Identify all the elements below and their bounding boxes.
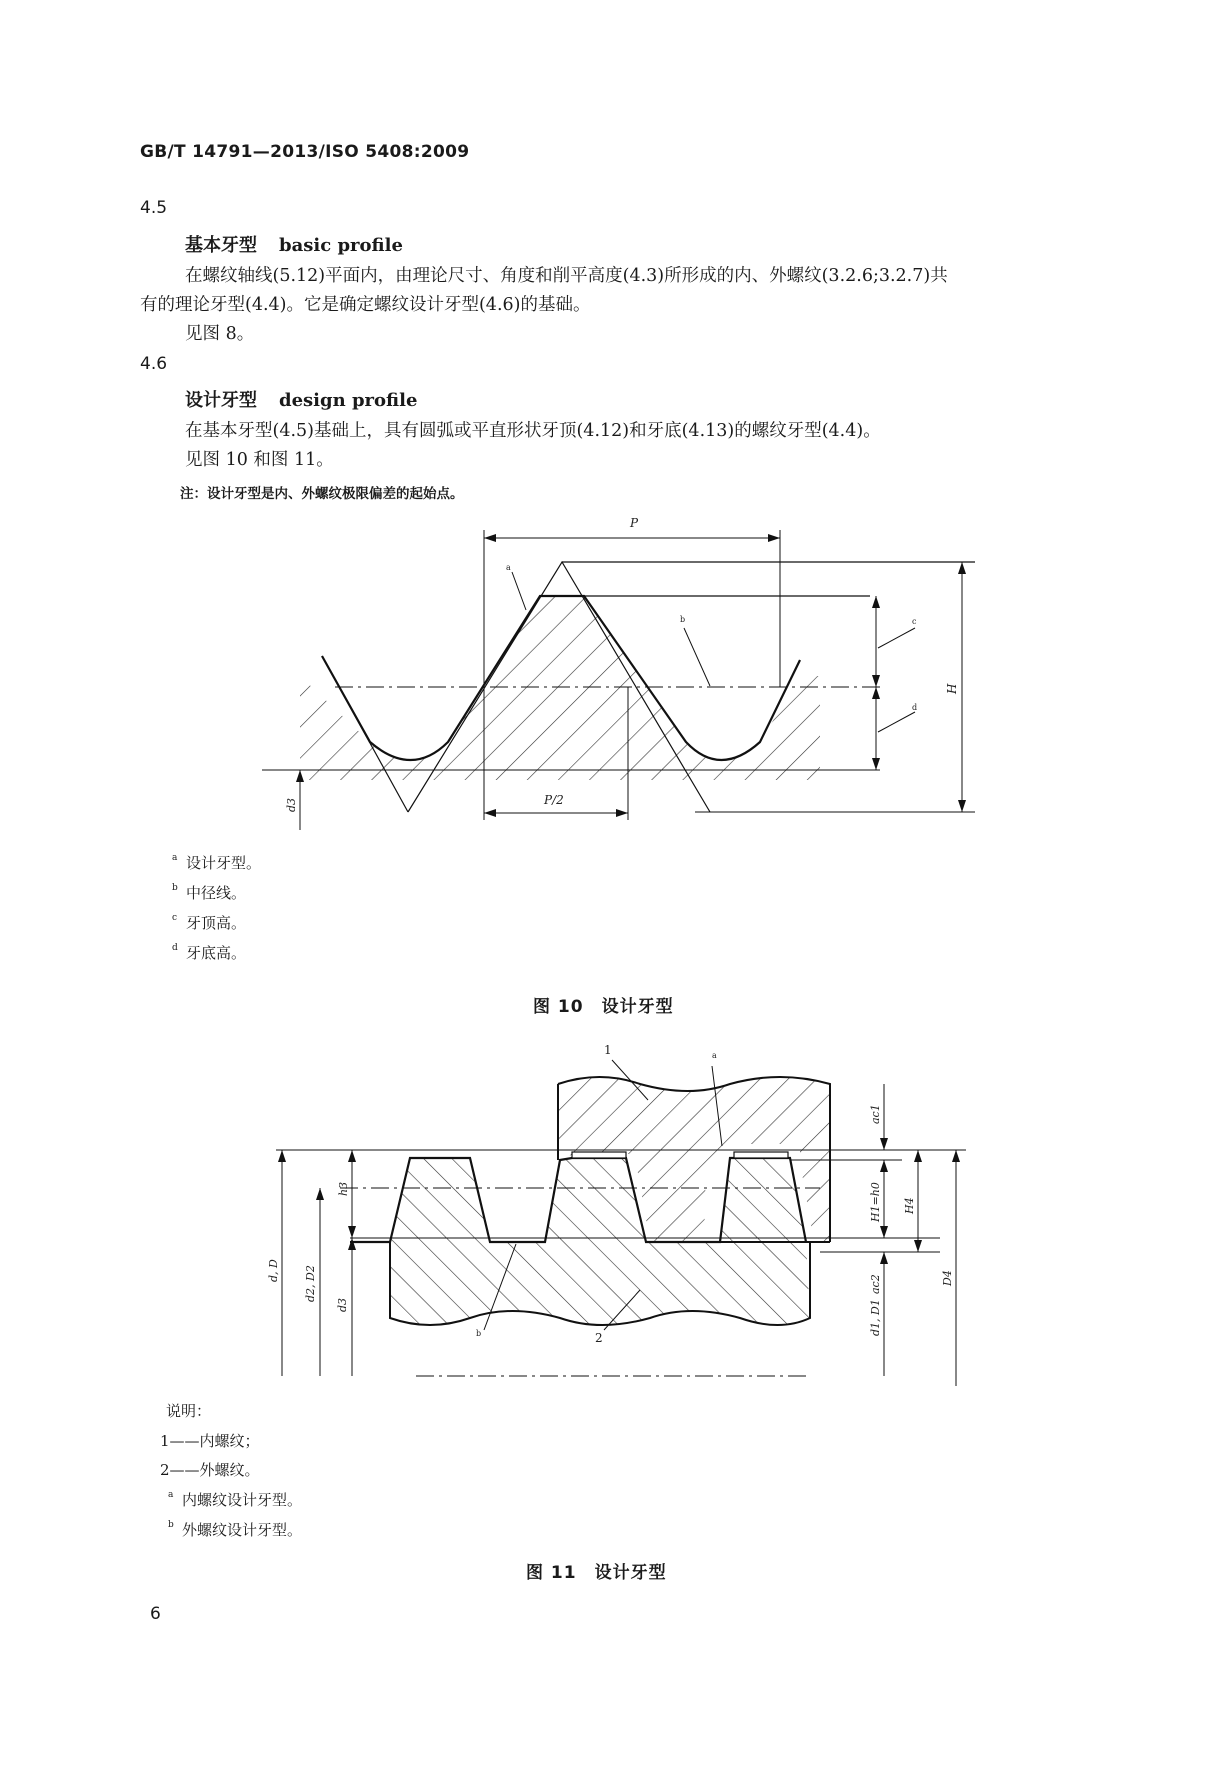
fig10-legend-b: b 中径线。	[172, 883, 247, 902]
definition-4-6: 在基本牙型(4.5)基础上，具有圆弧或平直形状牙顶(4.12)和牙底(4.13)的螺纹牙型(4.4)。	[185, 421, 881, 441]
label-h3: h3	[337, 1181, 350, 1196]
fig11-legend-2: 2——外螺纹。	[160, 1461, 260, 1479]
page-number: 6	[150, 1604, 161, 1624]
label-ac2: ac2	[869, 1274, 882, 1294]
definition-4-5-line1: 在螺纹轴线(5.12)平面内，由理论尺寸、角度和削平高度(4.3)所形成的内、外螺纹(3.2.6;3.2.7)共	[185, 266, 948, 286]
fig10-legend-c: c 牙顶高。	[172, 913, 247, 932]
label-d1-D1: d1, D1	[869, 1299, 882, 1336]
label-num-2: 2	[595, 1331, 603, 1345]
fig10-legend-d: d 牙底高。	[172, 943, 247, 962]
fig11-legend-a: a 内螺纹设计牙型。	[168, 1490, 303, 1509]
label-H4: H4	[903, 1197, 916, 1214]
label-num-1: 1	[604, 1043, 612, 1057]
section-number-4-5: 4.5	[140, 198, 168, 218]
figure-11-geometry	[276, 1060, 966, 1386]
label-c: c	[912, 617, 917, 626]
figure-11-caption: 图 11 设计牙型	[526, 1563, 667, 1583]
label-ac1: ac1	[869, 1104, 882, 1124]
note-design-profile: 注：设计牙型是内、外螺纹极限偏差的起始点。	[180, 486, 464, 502]
term-en: design profile	[279, 390, 418, 411]
label-D4: D4	[941, 1270, 954, 1286]
label-H1-h0: H1=h0	[869, 1182, 882, 1222]
label-a: a	[712, 1051, 717, 1060]
label-b: b	[680, 615, 686, 624]
label-d3: d3	[336, 1297, 349, 1312]
standard-code-header: GB/T 14791—2013/ISO 5408:2009	[140, 142, 470, 162]
see-figure-8: 见图 8。	[185, 324, 255, 344]
label-H: H	[945, 683, 959, 694]
label-a: a	[506, 563, 511, 572]
fig11-legend-title: 说明：	[166, 1402, 212, 1420]
section-number-4-6: 4.6	[140, 354, 168, 374]
definition-4-5-line2: 有的理论牙型(4.4)。它是确定螺纹设计牙型(4.6)的基础。	[140, 295, 591, 315]
see-figures-10-11: 见图 10 和图 11。	[185, 450, 334, 470]
label-d2-D2: d2, D2	[304, 1265, 317, 1302]
label-d: d	[912, 703, 918, 712]
figure-10-caption: 图 10 设计牙型	[533, 997, 674, 1017]
label-b: b	[476, 1329, 482, 1338]
fig11-legend-b: b 外螺纹设计牙型。	[168, 1520, 303, 1539]
fig10-legend-a: a 设计牙型。	[172, 853, 262, 872]
label-d-D: d, D	[267, 1259, 280, 1282]
term-en: basic profile	[279, 235, 403, 256]
term-zh: 基本牙型	[185, 235, 257, 256]
term-zh: 设计牙型	[185, 390, 257, 411]
label-P-half: P/2	[544, 793, 564, 807]
label-d3: d3	[285, 797, 298, 812]
label-P: P	[630, 516, 639, 530]
fig11-legend-1: 1——内螺纹；	[160, 1432, 260, 1450]
